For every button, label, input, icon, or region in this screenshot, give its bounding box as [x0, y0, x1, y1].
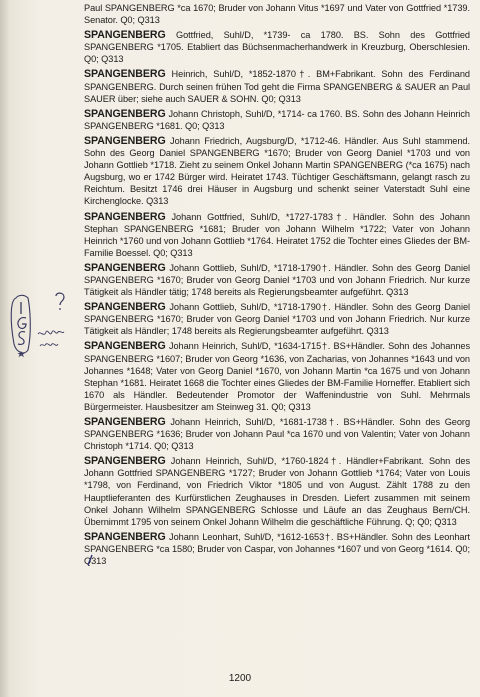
entry-surname: SPANGENBERG — [84, 530, 166, 543]
entry-surname: SPANGENBERG — [84, 340, 166, 353]
entry — [84, 135, 470, 208]
entry-text: Johann Heinrich, Suhl/D, *1760-1824†. Händler+Fabrikant. Sohn des Johann Gottfried SPANGENBERG *1727; Bruder von Johann Gottlieb *1764; Vater von Louis *1798, von Ferdinand, von Friedrich Viktor *1805 und von August. Zählt 1788 zu den Hauptlieferanten des Kurfürstlichen Zeughauses in Dresden. Liefert zusammen mit seinem Onkel Johann Wilhelm SPANGENBERG Schlosse und Läufe an das Zeughaus Bern/CH. Übernimmt 1795 von seinem Onkel Johann Wilhelm die geschäftliche Führung. Q; Q0; Q313 — [84, 456, 470, 527]
entry-text: Johann Heinrich, Suhl/D, *1634-1715†. BS+Händler. Sohn des Johannes SPANGENBERG *1607; Bruder von Georg *1636, von Zacharias, von Johannes *1643 und von Johannes *1648; Vater von Georg Daniel *1670, von Johann Martin *ca 1675 und von Johann Stephan *1681. Heiratet 1668 die Tochter eines Gliedes der BM-Familie Horneffer. Etabliert sich 1670 als Händler. Bedeutender Promotor der Waffenindustrie von Suhl. Mehrmals Bürgermeister. Hausbesitzer am Steinweg 31. Q0; Q313 — [84, 341, 470, 412]
entry — [84, 531, 470, 567]
entry — [84, 301, 470, 337]
entry-text: Johann Leonhart, Suhl/D, *1612-1653†. BS+Händler. Sohn des Leonhart SPANGENBERG *ca 1580; Bruder von Caspar, von Johannes *1607 und von Georg *1614. Q0; Q313 — [84, 531, 470, 567]
entry-surname: SPANGENBERG — [84, 107, 166, 120]
entry-text: Johann Gottlieb, Suhl/D, *1718-1790†. Händler. Sohn des Georg Daniel SPANGENBERG *1670; Bruder von Georg Daniel *1703 und von Johann Friedrich. Nur kurze Tätigkeit als Händler; 1748 bereits als Regierungsbeamter aufgeführt. Q313 — [84, 302, 470, 337]
entry — [84, 211, 470, 259]
entry-text: Johann Heinrich, Suhl/D, *1681-1738†. BS+Händler. Sohn des Georg SPANGENBERG *1636; Bruder von Johann Paul *ca 1670 und von Valentin; Vater von Johann Christoph *1714. Q0; Q313 — [84, 417, 470, 452]
entry — [84, 262, 470, 298]
entry-list — [84, 2, 470, 570]
entry — [84, 455, 470, 528]
entry-surname: SPANGENBERG — [84, 134, 166, 147]
handwritten-annotation-drawing — [4, 292, 78, 372]
page-number: 1200 — [228, 673, 252, 684]
entry-surname: SPANGENBERG — [84, 301, 166, 314]
entry-text: Paul SPANGENBERG *ca 1670; Bruder von Johann Vitus *1697 und Vater von Gottfried *1739. Senator. Q0; Q313 — [84, 3, 470, 26]
entry-surname: SPANGENBERG — [84, 261, 166, 274]
entry — [84, 340, 470, 413]
entry — [84, 68, 470, 104]
entry — [84, 416, 470, 452]
entry — [84, 2, 470, 26]
entry-text: Johann Friedrich, Augsburg/D, *1712-46. Händler. Aus Suhl stammend. Sohn des Georg Daniel SPANGENBERG *1670; Bruder von Georg Daniel *1703 und von Johann Gottlieb *1718. Zieht zu seinem Onkel Johann Martin SPANGENBERG (*ca 1675) nach Augsburg, wo er 1742 Bürger wird. Heiratet 1743. Tüchtiger Geschäftsmann, gelangt rasch zu Reichtum. Besitzt 1746 drei Häuser in Augsburg und schenkt seiner Vaterstadt Suhl eine Kirchenglocke. Q313 — [84, 135, 470, 207]
handwritten-annotation — [4, 292, 78, 372]
entry-text: Gottfried, Suhl/D, *1739- ca 1780. BS. Sohn des Gottfried SPANGENBERG *1705. Etabliert das Büchsenmacherhandwerk in Kreuzburg, Oberschlesien. Q0; Q313 — [84, 30, 470, 65]
entry-surname: SPANGENBERG — [84, 68, 166, 81]
entry-surname: SPANGENBERG — [84, 416, 166, 428]
entry-text: Johann Gottfried, Suhl/D, *1727-1783†. Händler. Sohn des Johann Stephan SPANGENBERG *1681; Bruder von Johann Wilhelm *1722; Vater von Johann Heinrich *1760 und von Johann Gottlieb *1764. Heiratet 1752 die Tochter eines Gliedes der BM-Familie Boessel. Q0; Q313 — [84, 211, 470, 258]
entry — [84, 29, 470, 65]
entry-text: Johann Christoph, Suhl/D, *1714- ca 1760. BS. Sohn des Johann Heinrich SPANGENBERG *1681. Q0; Q313 — [84, 108, 470, 131]
entry-text: Heinrich, Suhl/D, *1852-1870†. BM+Fabrikant. Sohn des Ferdinand SPANGENBERG. Durch seinen frühen Tod geht die Firma SPANGENBERG & SAUER an Paul SAUER über; siehe auch SAUER & SOHN. Q0; Q313 — [84, 69, 470, 104]
entry-surname: SPANGENBERG — [84, 455, 166, 468]
entry-text: Johann Gottlieb, Suhl/D, *1718-1790†. Händler. Sohn des Georg Daniel SPANGENBERG *1670; Bruder von Georg Daniel *1703 und von Johann Friedrich. Nur kurze Tätigkeit als Händler tätig; 1748 bereits als Regierungsbeamter aufgeführt. Q313 — [84, 262, 470, 298]
entry — [84, 108, 470, 132]
entry-surname: SPANGENBERG — [84, 29, 166, 42]
entry-surname: SPANGENBERG — [84, 210, 166, 223]
margin-tick-mark — [86, 553, 94, 571]
